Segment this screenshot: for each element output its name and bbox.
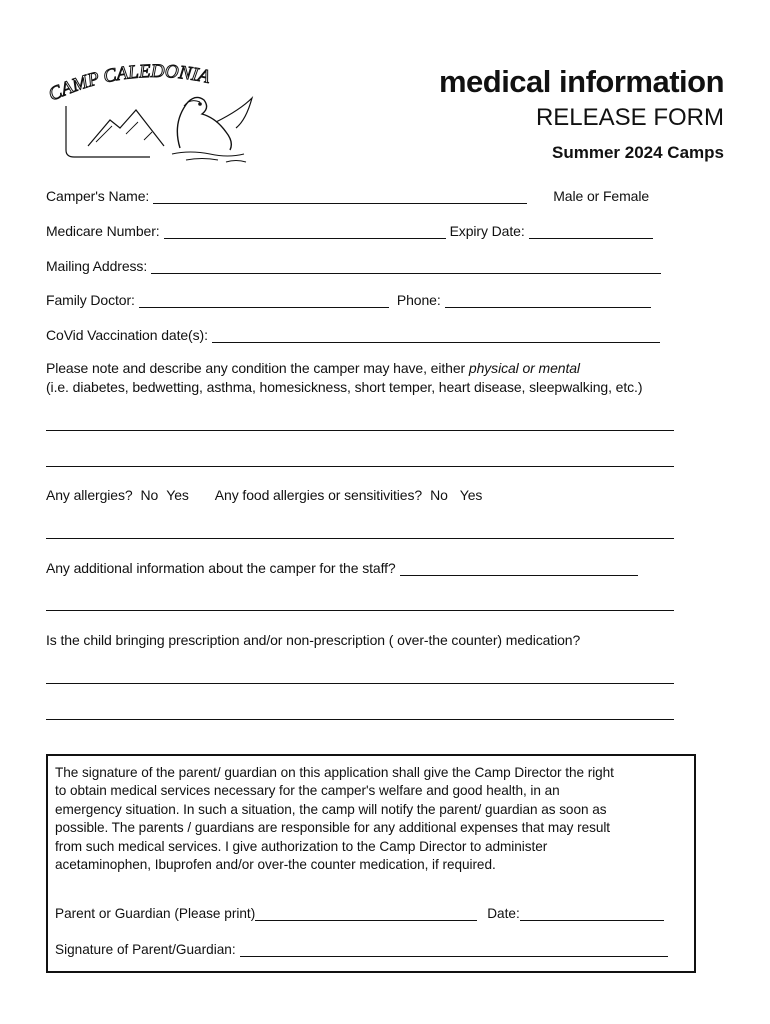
food-allergies-yes-option[interactable]: Yes <box>459 487 483 503</box>
mailing-address-label: Mailing Address: <box>46 258 148 274</box>
covid-label: CoVid Vaccination date(s): <box>46 327 208 343</box>
allergies-yes-option[interactable]: Yes <box>166 487 189 503</box>
covid-row <box>46 327 660 343</box>
camp-logo <box>40 62 262 168</box>
medicare-row <box>46 223 653 239</box>
season-label: Summer 2024 Camps <box>552 143 724 162</box>
additional-info-field[interactable] <box>400 561 638 576</box>
phone-field[interactable] <box>445 293 651 308</box>
covid-field[interactable] <box>212 328 660 343</box>
allergies-no-option[interactable]: No <box>140 487 159 503</box>
conditions-examples: (i.e. diabetes, bedwetting, asthma, homesickness, short temper, heart disease, sleepwalking, etc.) <box>46 379 643 395</box>
allergies-question: Any allergies? <box>46 487 133 503</box>
campers-name-field[interactable] <box>153 189 527 204</box>
parent-print-label: Parent or Guardian (Please print) <box>55 906 256 921</box>
mailing-address-field[interactable] <box>151 259 661 274</box>
campers-name-row <box>46 188 649 204</box>
consent-box <box>46 754 696 973</box>
food-allergies-question: Any food allergies or sensitivities? <box>214 487 423 503</box>
form-subtitle: RELEASE FORM <box>535 104 724 131</box>
date-field[interactable] <box>520 906 664 921</box>
signature-label: Signature of Parent/Guardian: <box>55 942 236 957</box>
medication-question: Is the child bringing prescription and/or non-prescription ( over-the counter) medication? <box>46 632 581 648</box>
medication-line-2[interactable] <box>46 719 674 720</box>
signature-field[interactable] <box>240 942 668 957</box>
consent-line: emergency situation. In such a situation, the camp will notify the parent/ guardian as soon as <box>55 801 607 817</box>
phone-label: Phone: <box>396 292 441 308</box>
signature-row <box>55 942 668 957</box>
allergies-row <box>46 487 482 503</box>
food-allergies-no-option[interactable]: No <box>430 487 448 503</box>
expiry-date-field[interactable] <box>529 224 653 239</box>
consent-text <box>55 764 695 874</box>
medicare-number-label: Medicare Number: <box>46 223 160 239</box>
conditions-line-2[interactable] <box>46 466 674 467</box>
consent-line: possible. The parents / guardians are responsible for any additional expenses that may result <box>55 820 611 836</box>
consent-line: acetaminophen, Ibuprofen and/or over-the counter medication, if required. <box>55 857 496 873</box>
conditions-prompt-emphasis: physical or mental <box>468 360 580 376</box>
family-doctor-field[interactable] <box>139 293 389 308</box>
date-label: Date: <box>487 906 520 921</box>
parent-print-field[interactable] <box>255 906 477 921</box>
logo-text: CAMP CALEDONIA <box>45 62 212 106</box>
conditions-line-1[interactable] <box>46 430 674 431</box>
consent-line: to obtain medical services necessary for the camper's welfare and good health, in an <box>55 783 560 799</box>
additional-info-label: Any additional information about the camper for the staff? <box>46 560 396 576</box>
campers-name-label: Camper's Name: <box>46 188 150 204</box>
conditions-prompt-text: Please note and describe any condition the camper may have, either <box>46 360 469 376</box>
gender-label: Male or Female <box>553 188 650 204</box>
consent-line: The signature of the parent/ guardian on this application shall give the Camp Director the right <box>55 765 614 780</box>
additional-info-line[interactable] <box>46 610 674 611</box>
family-doctor-row <box>46 292 651 308</box>
medicare-number-field[interactable] <box>164 224 446 239</box>
medication-line-1[interactable] <box>46 683 674 684</box>
parent-print-row <box>55 906 664 921</box>
consent-line: from such medical services. I give authorization to the Camp Director to administer <box>55 838 548 854</box>
mailing-address-row <box>46 258 661 274</box>
additional-info-row <box>46 560 638 576</box>
conditions-prompt <box>46 359 642 397</box>
form-title: medical information <box>438 64 724 99</box>
family-doctor-label: Family Doctor: <box>46 292 135 308</box>
allergies-line[interactable] <box>46 538 674 539</box>
expiry-date-label: Expiry Date: <box>449 223 525 239</box>
